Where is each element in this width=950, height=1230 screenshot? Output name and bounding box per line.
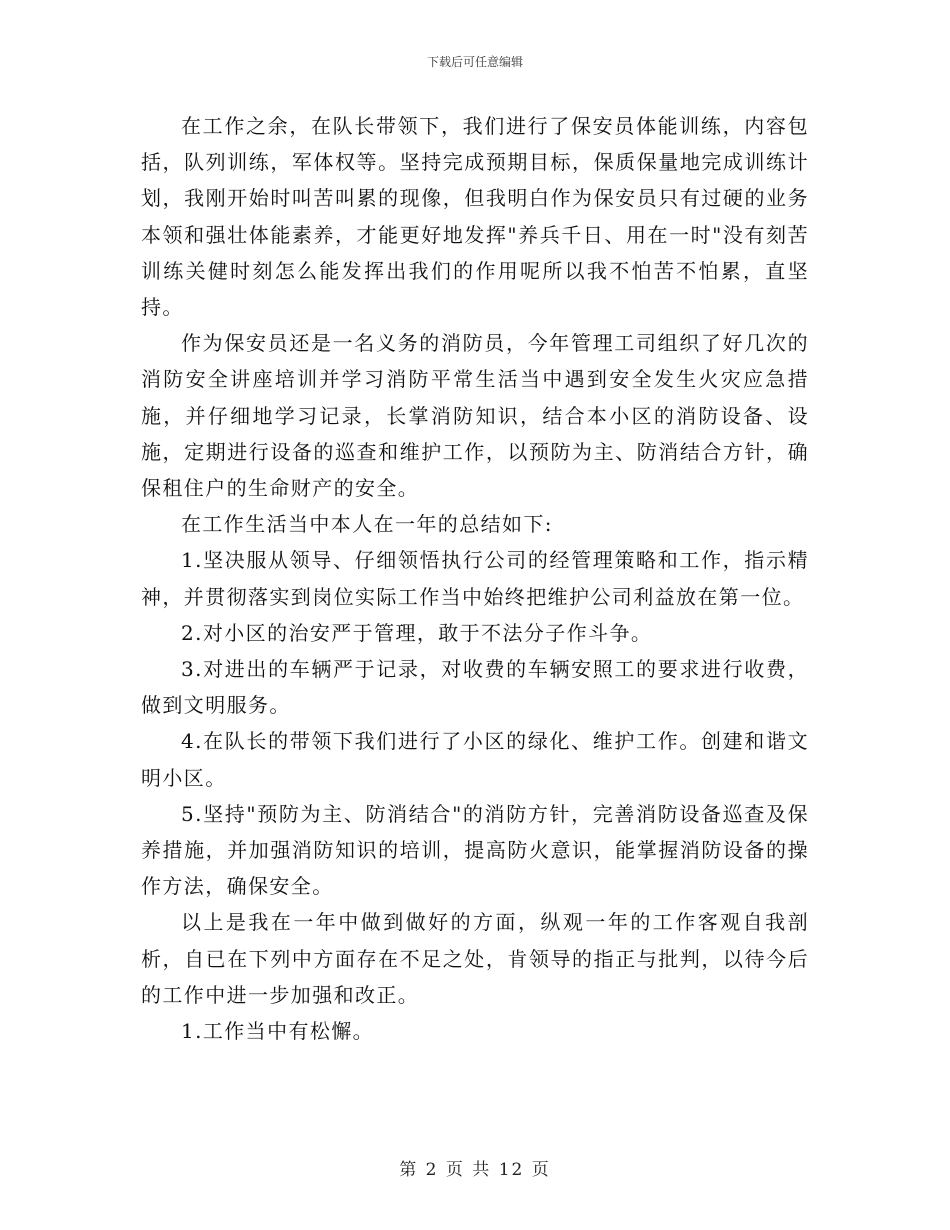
document-body bbox=[141, 108, 809, 1049]
list-item-2: 2.对小区的治安严于管理，敢于不法分子作斗争。 bbox=[181, 620, 653, 645]
list-item-4: 4.在队长的带领下我们进行了小区的绿化、维护工作。创建和谐文明小区。 bbox=[141, 729, 809, 790]
shortcoming-item-1: 1.工作当中有松懈。 bbox=[181, 1019, 375, 1044]
paragraph-self-analysis: 以上是我在一年中做到做好的方面，纵观一年的工作客观自我剖析，自已在下列中方面存在不足之处，肯领导的指正与批判，以待今后的工作中进一步加强和改正。 bbox=[141, 910, 809, 1007]
list-item-1: 1.坚决服从领导、仔细领悟执行公司的经管理策略和工作，指示精神，并贯彻落实到岗位实际工作当中始终把维护公司利益放在第一位。 bbox=[141, 548, 809, 609]
paragraph-training: 在工作之余，在队长带领下，我们进行了保安员体能训练，内容包括，队列训练，军体权等。坚持完成预期目标，保质保量地完成训练计划，我刚开始时叫苦叫累的现像，但我明白作为保安员只有过硬的业务本领和强壮体能素养，才能更好地发挥"养兵千日、用在一时"没有刻苦训练关健时刻怎么能发挥出我们的作用呢所以我不怕苦不怕累，直坚持。 bbox=[141, 114, 809, 320]
page-number-footer: 第 2 页 共 12 页 bbox=[399, 1160, 551, 1180]
paragraph-fire-safety: 作为保安员还是一名义务的消防员，今年管理工司组织了好几次的消防安全讲座培训并学习消防平常生活当中遇到安全发生火灾应急措施，并仔细地学习记录，长掌消防知识，结合本小区的消防设备、设施，定期进行设备的巡查和维护工作，以预防为主、防消结合方针，确保租住户的生命财产的安全。 bbox=[141, 331, 809, 501]
page-header: 下载后可任意编辑 bbox=[426, 55, 523, 69]
list-item-3: 3.对进出的车辆严于记录，对收费的车辆安照工的要求进行收费，做到文明服务。 bbox=[141, 657, 809, 718]
list-item-5: 5.坚持"预防为主、防消结合"的消防方针，完善消防设备巡查及保养措施，并加强消防知识的培训，提高防火意识，能掌握消防设备的操作方法，确保安全。 bbox=[141, 801, 809, 899]
paragraph-summary-intro: 在工作生活当中本人在一年的总结如下: bbox=[181, 512, 553, 537]
